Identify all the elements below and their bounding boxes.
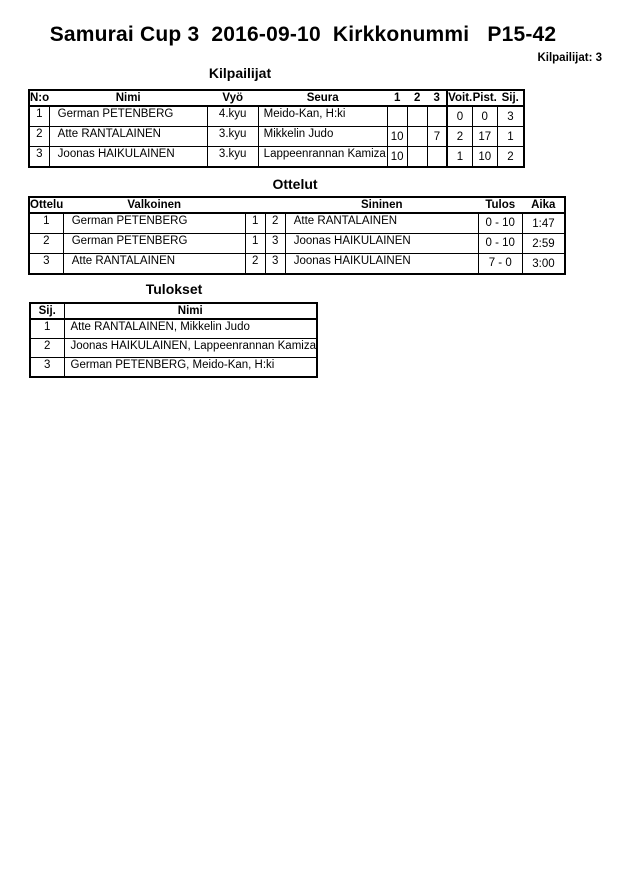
match-row: [29, 254, 565, 275]
column-header-vyo: Vyö: [207, 90, 258, 106]
cell-match3: [427, 147, 447, 168]
cell-nimi: German PETENBERG: [49, 106, 207, 127]
cell-match3: 7: [427, 127, 447, 147]
cell-sij: 1: [497, 127, 524, 147]
column-header-match3: 3: [427, 90, 447, 106]
cell-tulos: 0 - 10: [478, 213, 522, 234]
cell-blue-no: 3: [265, 254, 285, 275]
column-header-white-no: [245, 197, 265, 213]
cell-match2: [407, 127, 427, 147]
cell-blue-name: Atte RANTALAINEN: [285, 213, 478, 234]
cell-placement: 1: [30, 319, 64, 339]
cell-no: 3: [29, 147, 49, 168]
column-header-aika: Aika: [522, 197, 565, 213]
column-header-voit: Voit.: [447, 90, 472, 106]
cell-pist: 17: [472, 127, 497, 147]
competitor-row: [29, 106, 524, 127]
cell-nimi: Joonas HAIKULAINEN: [49, 147, 207, 168]
cell-match-no: 3: [29, 254, 63, 275]
cell-white-name: Atte RANTALAINEN: [63, 254, 245, 275]
column-header-sij: Sij.: [497, 90, 524, 106]
competitor-count-label: Kilpailijat: 3: [537, 52, 602, 64]
column-header-sij: Sij.: [30, 303, 64, 319]
cell-match2: [407, 147, 427, 168]
cell-aika: 1:47: [522, 213, 565, 234]
header-row: [29, 197, 565, 213]
competitor-row: [29, 147, 524, 168]
column-header-match2: 2: [407, 90, 427, 106]
cell-aika: 3:00: [522, 254, 565, 275]
cell-seura: Meido-Kan, H:ki: [258, 106, 387, 127]
cell-match3: [427, 106, 447, 127]
cell-match1: 10: [387, 127, 407, 147]
cell-voit: 0: [447, 106, 472, 127]
cell-voit: 1: [447, 147, 472, 168]
cell-tulos: 0 - 10: [478, 234, 522, 254]
header-row: [29, 90, 524, 106]
cell-pist: 10: [472, 147, 497, 168]
cell-placement: 3: [30, 358, 64, 378]
cell-seura: Lappeenrannan Kamiza: [258, 147, 387, 168]
cell-nimi: Atte RANTALAINEN: [49, 127, 207, 147]
cell-blue-no: 2: [265, 213, 285, 234]
column-header-seura: Seura: [258, 90, 387, 106]
cell-match1: 10: [387, 147, 407, 168]
cell-no: 2: [29, 127, 49, 147]
header-row: [30, 303, 317, 319]
cell-result-name: German PETENBERG, Meido-Kan, H:ki: [64, 358, 317, 378]
column-header-match1: 1: [387, 90, 407, 106]
section-heading-ottelut: Ottelut: [272, 176, 318, 192]
cell-tulos: 7 - 0: [478, 254, 522, 275]
column-header-sininen: Sininen: [285, 197, 478, 213]
column-header-tulos: Tulos: [478, 197, 522, 213]
competitor-row: [29, 127, 524, 147]
cell-voit: 2: [447, 127, 472, 147]
result-row: [30, 339, 317, 358]
result-row: [30, 319, 317, 339]
column-header-ottelu: Ottelu: [29, 197, 63, 213]
cell-white-name: German PETENBERG: [63, 213, 245, 234]
cell-white-no: 1: [245, 213, 265, 234]
cell-white-no: 1: [245, 234, 265, 254]
section-heading-kilpailijat: Kilpailijat: [208, 65, 272, 81]
cell-no: 1: [29, 106, 49, 127]
cell-match-no: 2: [29, 234, 63, 254]
section-heading-tulokset: Tulokset: [145, 281, 203, 297]
cell-aika: 2:59: [522, 234, 565, 254]
cell-white-name: German PETENBERG: [63, 234, 245, 254]
cell-blue-name: Joonas HAIKULAINEN: [285, 234, 478, 254]
column-header-no: N:o: [29, 90, 49, 106]
cell-pist: 0: [472, 106, 497, 127]
column-header-pist: Pist.: [472, 90, 497, 106]
result-row: [30, 358, 317, 378]
page-title: Samurai Cup 3 2016-09-10 Kirkkonummi P15-42: [49, 23, 557, 46]
cell-sij: 3: [497, 106, 524, 127]
tulokset-table: [29, 302, 318, 378]
column-header-valkoinen: Valkoinen: [63, 197, 245, 213]
column-header-blue-no: [265, 197, 285, 213]
cell-vyo: 3.kyu: [207, 127, 258, 147]
cell-match-no: 1: [29, 213, 63, 234]
cell-vyo: 3.kyu: [207, 147, 258, 168]
column-header-nimi: Nimi: [49, 90, 207, 106]
cell-result-name: Joonas HAIKULAINEN, Lappeenrannan Kamiza: [64, 339, 317, 358]
cell-blue-no: 3: [265, 234, 285, 254]
match-row: [29, 213, 565, 234]
cell-vyo: 4.kyu: [207, 106, 258, 127]
column-header-nimi: Nimi: [64, 303, 317, 319]
cell-white-no: 2: [245, 254, 265, 275]
cell-match2: [407, 106, 427, 127]
cell-sij: 2: [497, 147, 524, 168]
cell-blue-name: Joonas HAIKULAINEN: [285, 254, 478, 275]
cell-placement: 2: [30, 339, 64, 358]
cell-result-name: Atte RANTALAINEN, Mikkelin Judo: [64, 319, 317, 339]
match-row: [29, 234, 565, 254]
cell-seura: Mikkelin Judo: [258, 127, 387, 147]
cell-match1: [387, 106, 407, 127]
ottelut-table: [28, 196, 566, 275]
kilpailijat-table: [28, 89, 525, 168]
